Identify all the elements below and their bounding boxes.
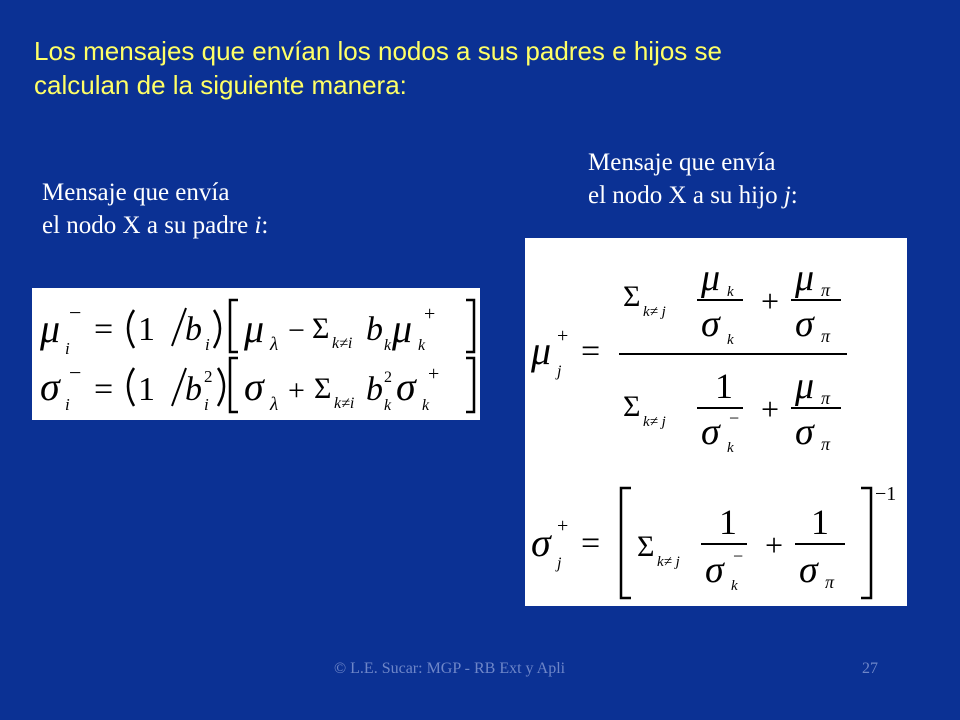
svg-text:σ: σ xyxy=(795,303,814,345)
parent-caption-line-2 xyxy=(42,209,268,242)
child-caption-colon: : xyxy=(790,182,798,209)
svg-text:π: π xyxy=(821,326,831,346)
svg-text:Σ: Σ xyxy=(314,372,332,405)
svg-text:j: j xyxy=(557,555,562,572)
svg-text:k: k xyxy=(384,397,392,414)
svg-text:k: k xyxy=(727,284,734,300)
svg-text:Σ: Σ xyxy=(623,390,641,423)
svg-text:j: j xyxy=(557,363,562,380)
svg-text:+: + xyxy=(428,363,440,385)
svg-text:σ: σ xyxy=(244,364,264,409)
svg-text:k: k xyxy=(727,440,734,456)
svg-text:+: + xyxy=(288,374,305,407)
svg-text:b: b xyxy=(185,311,202,348)
svg-text:λ: λ xyxy=(270,394,279,415)
svg-text:σ: σ xyxy=(531,520,551,565)
svg-text:i: i xyxy=(65,395,70,414)
child-sigma-equation xyxy=(531,483,896,598)
child-equations-box xyxy=(525,238,907,606)
parent-caption-line-1: Mensaje que envía xyxy=(42,179,230,206)
child-caption-var: j xyxy=(783,182,791,209)
svg-text:=: = xyxy=(581,525,601,562)
svg-text:1: 1 xyxy=(719,502,737,542)
svg-text:k: k xyxy=(727,332,734,348)
svg-text:+: + xyxy=(761,391,780,427)
child-message-caption xyxy=(588,146,798,212)
svg-text:1: 1 xyxy=(715,366,733,406)
parent-mu-equation xyxy=(39,300,474,358)
svg-text:k≠i: k≠i xyxy=(334,395,355,412)
svg-text:π: π xyxy=(821,280,831,300)
svg-text:k: k xyxy=(422,397,430,414)
svg-text:μ: μ xyxy=(244,306,265,351)
svg-text:π: π xyxy=(821,388,831,408)
svg-text:σ: σ xyxy=(701,303,720,345)
svg-text:=: = xyxy=(94,371,114,408)
parent-equations-box xyxy=(32,288,480,420)
svg-text:k: k xyxy=(731,578,738,594)
svg-text:b: b xyxy=(366,311,383,348)
svg-text:2: 2 xyxy=(204,367,213,386)
parent-caption-var: i xyxy=(254,212,262,239)
svg-text:π: π xyxy=(825,572,835,592)
svg-text:μ: μ xyxy=(795,257,815,299)
svg-text:k≠ j: k≠ j xyxy=(643,414,666,430)
page-number: 27 xyxy=(862,660,878,677)
svg-text:μ: μ xyxy=(531,328,552,373)
svg-text:μ: μ xyxy=(40,306,61,351)
parent-caption-colon: : xyxy=(261,212,269,239)
svg-text:b: b xyxy=(366,371,383,408)
child-caption-line-2 xyxy=(588,179,798,212)
svg-text:σ: σ xyxy=(795,411,814,453)
child-caption-line-1: Mensaje que envía xyxy=(588,149,776,176)
child-caption-text: el nodo X a su hijo xyxy=(588,182,784,209)
title-line-2: calculan de la siguiente manera: xyxy=(34,70,407,100)
svg-text:k: k xyxy=(384,337,392,354)
svg-text:i: i xyxy=(204,395,209,414)
svg-text:σ: σ xyxy=(396,364,416,409)
svg-text:k: k xyxy=(418,337,426,354)
svg-text:−: − xyxy=(69,300,82,325)
svg-text:1: 1 xyxy=(138,311,155,348)
child-equations xyxy=(525,238,907,606)
svg-text:+: + xyxy=(765,527,784,563)
title-line-1: Los mensajes que envían los nodos a sus padres e hijos se xyxy=(34,36,722,66)
svg-text:k≠ j: k≠ j xyxy=(643,304,666,320)
svg-text:Σ: Σ xyxy=(312,312,330,345)
svg-text:=: = xyxy=(581,333,601,370)
svg-text:k≠i: k≠i xyxy=(332,335,353,352)
svg-text:σ: σ xyxy=(799,549,818,591)
svg-text:2: 2 xyxy=(384,369,392,386)
svg-text:Σ: Σ xyxy=(623,280,641,313)
svg-text:λ: λ xyxy=(270,334,279,355)
svg-text:+: + xyxy=(761,283,780,319)
svg-text:−: − xyxy=(69,360,82,385)
parent-caption-text: el nodo X a su padre xyxy=(42,212,255,239)
svg-text:=: = xyxy=(94,311,114,348)
svg-text:σ: σ xyxy=(701,411,720,453)
svg-text:−: − xyxy=(729,408,740,428)
svg-text:i: i xyxy=(65,339,70,358)
svg-text:+: + xyxy=(424,303,436,325)
slide-title xyxy=(34,34,934,102)
footer-credit: © L.E. Sucar: MGP - RB Ext y Apli xyxy=(334,660,566,677)
svg-text:π: π xyxy=(821,434,831,454)
svg-text:μ: μ xyxy=(392,306,413,351)
parent-equations xyxy=(32,288,480,420)
svg-text:k≠ j: k≠ j xyxy=(657,554,680,570)
svg-text:i: i xyxy=(205,335,210,354)
svg-text:μ: μ xyxy=(701,257,721,299)
svg-text:1: 1 xyxy=(138,371,155,408)
svg-text:−: − xyxy=(733,546,744,566)
parent-sigma-equation xyxy=(40,358,474,415)
svg-text:Σ: Σ xyxy=(637,530,655,563)
child-mu-equation xyxy=(530,257,847,456)
svg-text:−1: −1 xyxy=(875,483,897,505)
svg-text:1: 1 xyxy=(811,502,829,542)
svg-text:b: b xyxy=(185,371,202,408)
parent-message-caption xyxy=(42,176,268,242)
svg-text:+: + xyxy=(557,325,569,347)
svg-text:+: + xyxy=(557,515,569,537)
svg-text:σ: σ xyxy=(40,364,60,409)
svg-text:−: − xyxy=(288,314,305,347)
svg-text:σ: σ xyxy=(705,549,724,591)
svg-text:μ: μ xyxy=(795,365,815,407)
